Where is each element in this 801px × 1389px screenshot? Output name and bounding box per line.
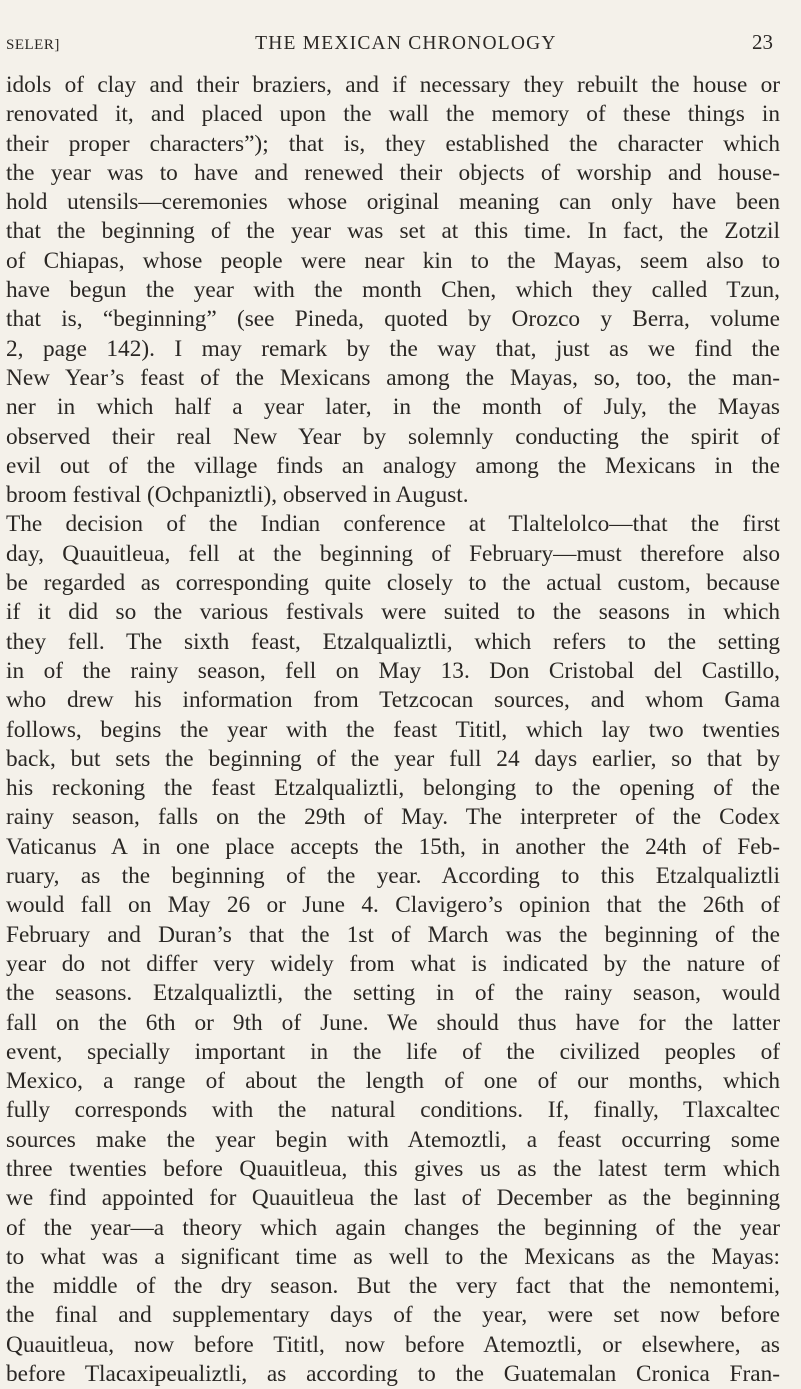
text-line: be regarded as corresponding quite closely to the actual custom, because (6, 570, 780, 597)
text-line: follows, begins the year with the feast Tititl, which lay two twenties (6, 716, 780, 743)
running-head (6, 30, 773, 60)
text-line: Mexico, a range of about the length of one of our months, which (6, 1068, 780, 1095)
text-line: to what was a significant time as well to the Mexicans as the Mayas: (6, 1243, 780, 1270)
text-line: have begun the year with the month Chen, which they called Tzun, (6, 277, 780, 304)
text-line: Quauitleua, now before Tititl, now before Atemoztli, or elsewhere, as (6, 1331, 780, 1358)
text-line: we find appointed for Quauitleua the last of December as the beginning (6, 1185, 780, 1212)
text-line: of the year—a theory which again changes the beginning of the year (6, 1214, 780, 1241)
page-number: 23 (752, 30, 773, 54)
text-line: that the beginning of the year was set at this time. In fact, the Zotzil (6, 218, 780, 245)
text-line: in of the rainy season, fell on May 13. Don Cristobal del Castillo, (6, 657, 780, 684)
text-line: ruary, as the beginning of the year. According to this Etzalqualiztli (6, 863, 780, 890)
text-line: idols of clay and their braziers, and if necessary they rebuilt the house or (6, 72, 780, 98)
text-line: year do not differ very widely from what is indicated by the nature of (6, 950, 780, 977)
text-line: day, Quauitleua, fell at the beginning of February—must therefore also (6, 540, 780, 567)
text-line: rainy season, falls on the 29th of May. The interpreter of the Codex (6, 804, 780, 831)
text-line: evil out of the village finds an analogy among the Mexicans in the (6, 452, 780, 479)
text-line: would fall on May 26 or June 4. Clavigero’s opinion that the 26th of (6, 892, 780, 919)
text-line: their proper characters”); that is, they established the character which (6, 130, 780, 157)
text-line: the seasons. Etzalqualiztli, the setting in of the rainy season, would (6, 980, 780, 1007)
text-line-paragraph-end: broom festival (Ochpaniztli), observed in August. (6, 482, 469, 509)
text-line: before Tlacaxipeualiztli, as according to the Guatemalan Cronica Fran- (6, 1361, 780, 1388)
text-line: his reckoning the feast Etzalqualiztli, belonging to the opening of the (6, 775, 780, 802)
author-tag: SELER] (6, 37, 60, 53)
text-line: the year was to have and renewed their objects of worship and house- (6, 159, 780, 186)
text-line: The decision of the Indian conference at Tlaltelolco—that the first (6, 511, 780, 538)
text-line: February and Duran’s that the 1st of March was the beginning of the (6, 921, 780, 948)
text-line: renovated it, and placed upon the wall the memory of these things in (6, 101, 780, 128)
text-line: they fell. The sixth feast, Etzalqualiztli, which refers to the setting (6, 628, 780, 655)
body-text (6, 71, 780, 1389)
text-line: Vaticanus A in one place accepts the 15th, in another the 24th of Feb- (6, 833, 780, 860)
text-line: of Chiapas, whose people were near kin to the Mayas, seem also to (6, 247, 780, 274)
text-line: that is, “beginning” (see Pineda, quoted by Orozco y Berra, volume (6, 306, 780, 333)
text-line: back, but sets the beginning of the year full 24 days earlier, so that by (6, 745, 780, 772)
running-title: THE MEXICAN CHRONOLOGY (255, 33, 557, 54)
text-line: sources make the year begin with Atemoztli, a feast occurring some (6, 1126, 780, 1153)
text-line: who drew his information from Tetzcocan sources, and whom Gama (6, 687, 780, 714)
text-line: fall on the 6th or 9th of June. We should thus have for the latter (6, 1009, 780, 1036)
text-line: fully corresponds with the natural conditions. If, finally, Tlaxcaltec (6, 1097, 780, 1124)
text-line: ner in which half a year later, in the month of July, the Mayas (6, 394, 780, 421)
text-line: if it did so the various festivals were suited to the seasons in which (6, 599, 780, 626)
text-line: 2, page 142). I may remark by the way that, just as we find the (6, 335, 780, 362)
text-line: observed their real New Year by solemnly conducting the spirit of (6, 423, 780, 450)
text-line: hold utensils—ceremonies whose original meaning can only have been (6, 189, 780, 216)
text-line: event, specially important in the life of the civilized peoples of (6, 1038, 780, 1065)
text-line: three twenties before Quauitleua, this gives us as the latest term which (6, 1155, 780, 1182)
text-line: New Year’s feast of the Mexicans among the Mayas, so, too, the man- (6, 364, 780, 391)
text-line: the middle of the dry season. But the very fact that the nemontemi, (6, 1273, 780, 1300)
text-line: the final and supplementary days of the year, were set now before (6, 1302, 780, 1329)
